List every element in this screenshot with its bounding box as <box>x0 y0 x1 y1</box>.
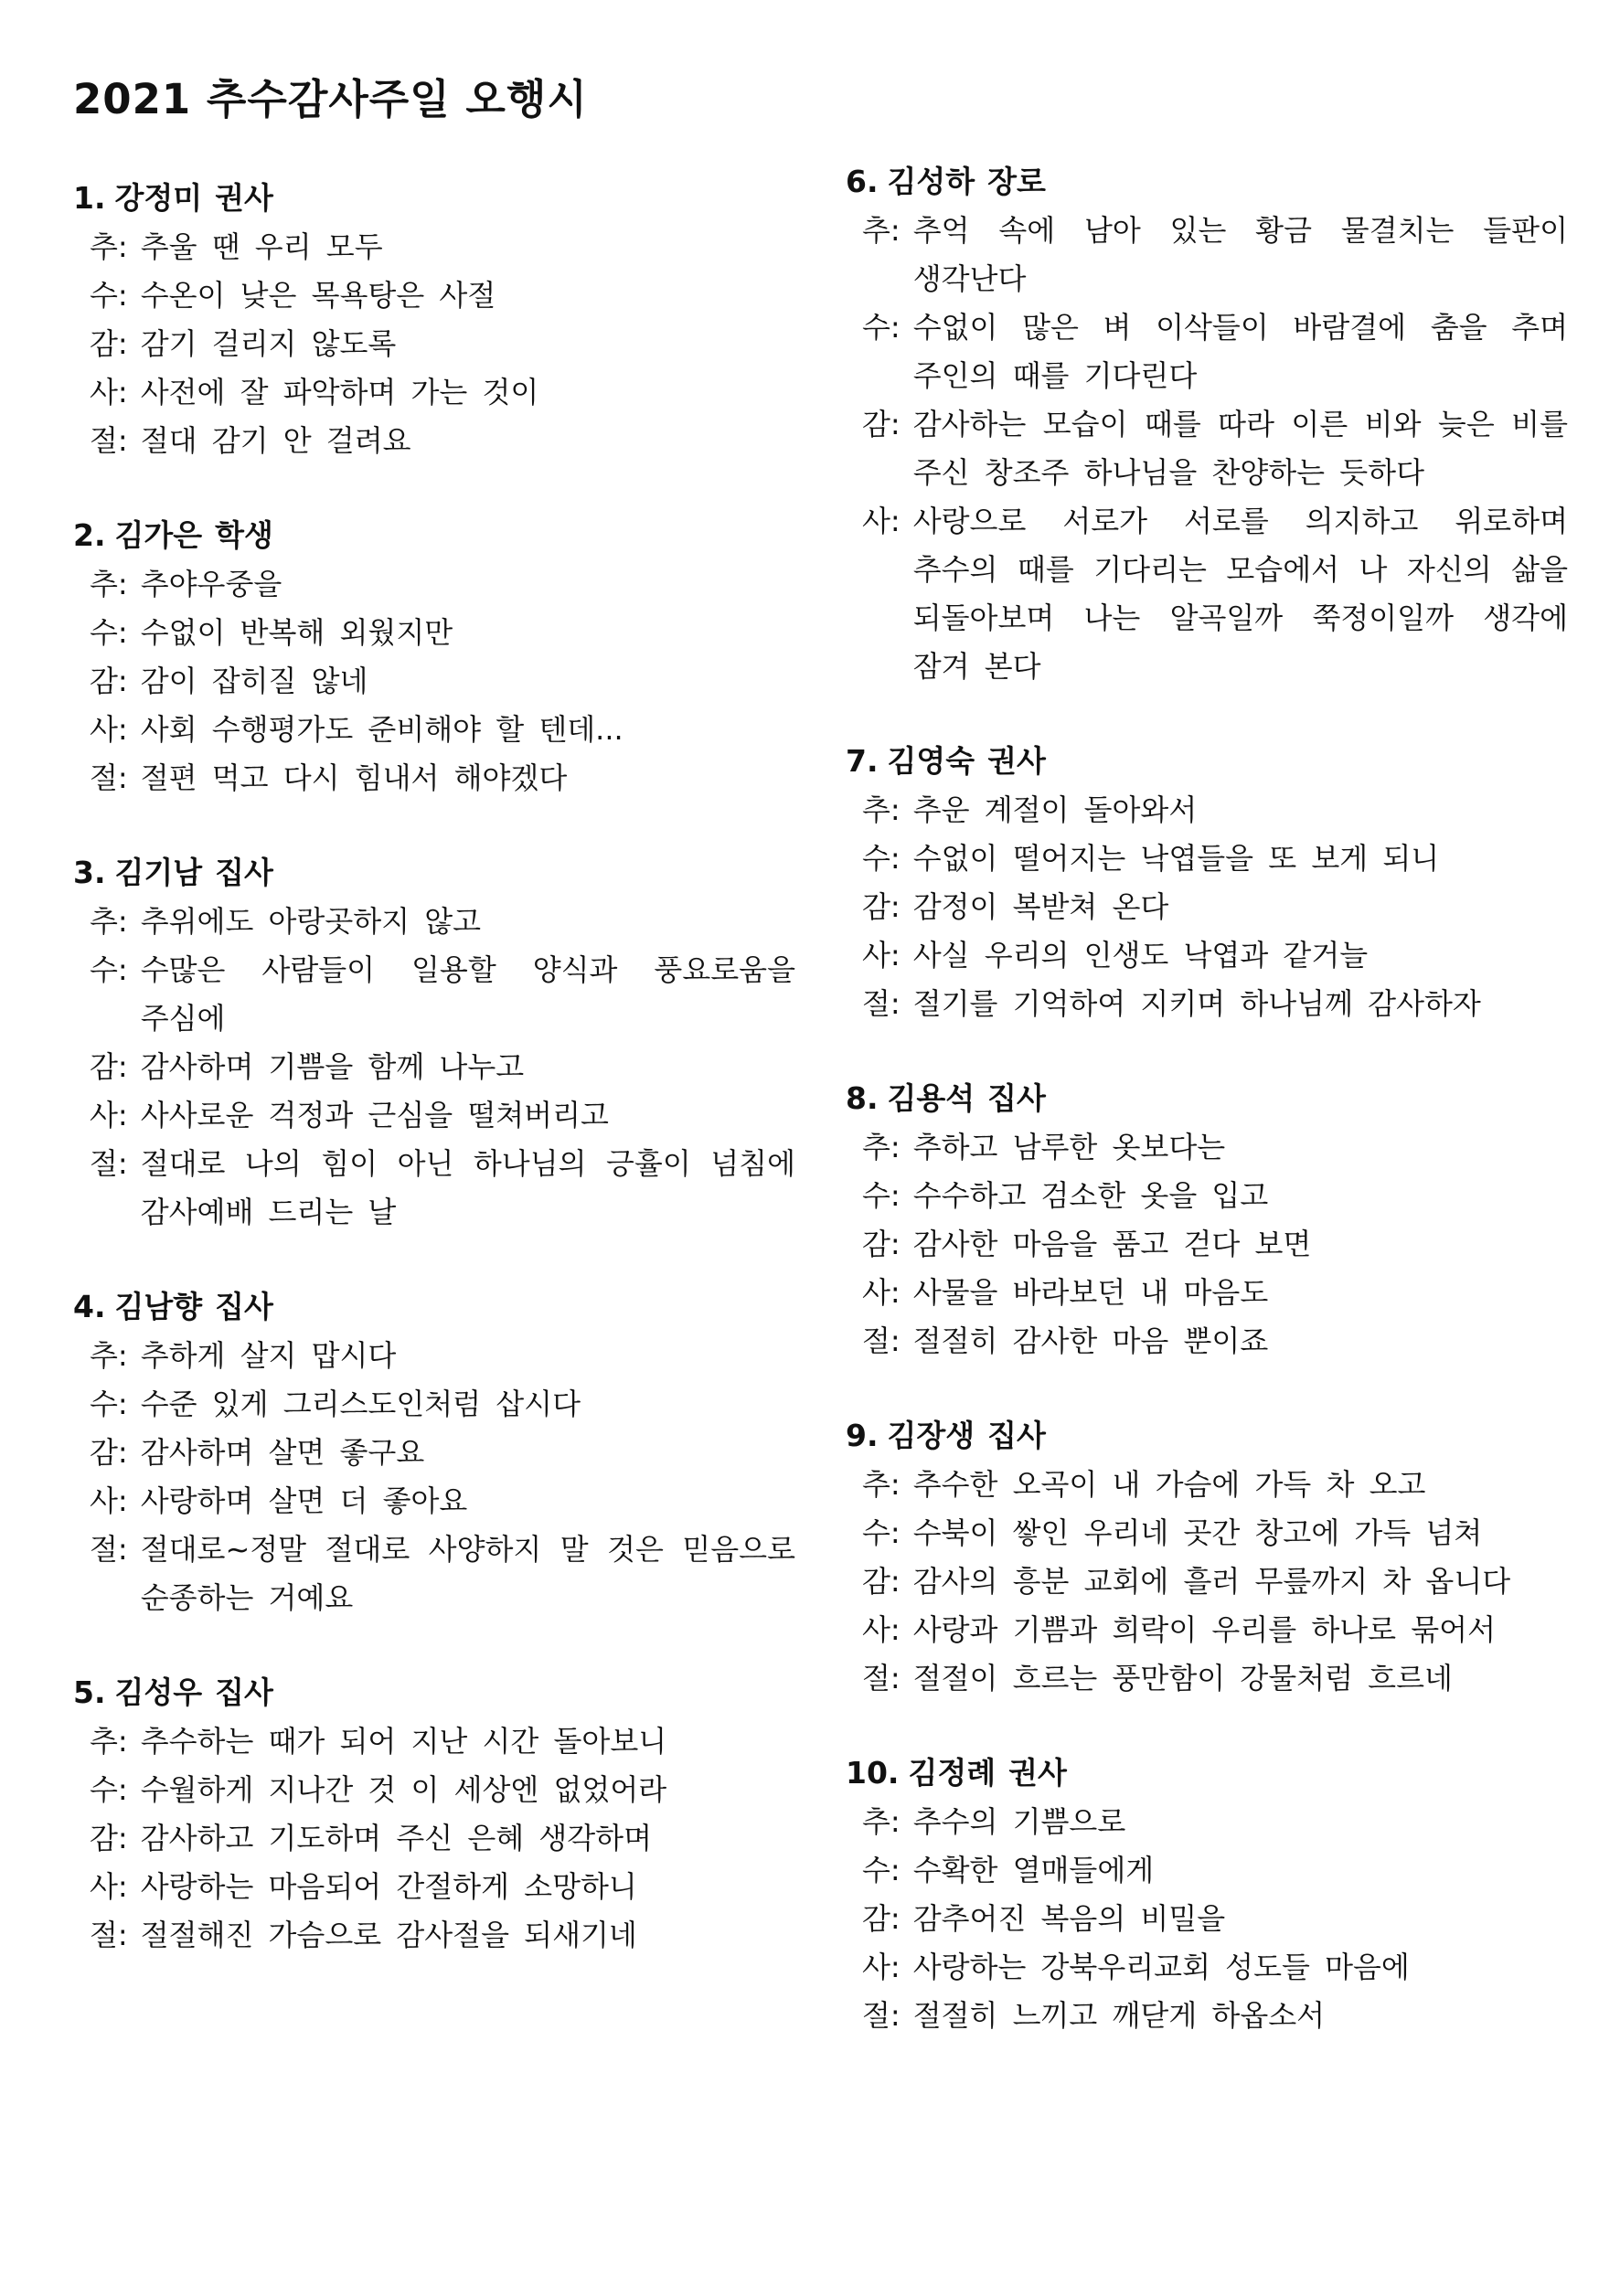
colon-separator: : <box>890 1130 901 1164</box>
author-role: 권사 <box>987 743 1046 779</box>
colon-separator: : <box>117 615 128 650</box>
line-text: 수온이 낮은 목욕탕은 사절 <box>140 278 496 313</box>
colon-separator: : <box>117 1338 128 1373</box>
line-text: 수많은 사람들이 일용할 양식과 풍요로움을 주심에 <box>140 952 795 1036</box>
colon-separator: : <box>117 1869 128 1904</box>
left-column <box>73 175 795 2007</box>
colon-separator: : <box>117 1483 128 1518</box>
acrostic-syllable: 수 <box>862 841 890 876</box>
poem-block <box>73 1284 795 1622</box>
author-role: 권사 <box>1008 1755 1067 1791</box>
line-text: 절편 먹고 다시 힘내서 해야겠다 <box>140 760 568 795</box>
acrostic-syllable: 사 <box>90 1483 118 1518</box>
acrostic-syllable: 절 <box>862 986 890 1021</box>
line-text: 수수하고 검소한 옷을 입고 <box>912 1178 1269 1213</box>
colon-separator: : <box>890 1323 901 1358</box>
poem-line <box>846 980 1568 1028</box>
poem-line <box>846 1557 1568 1606</box>
poem-block <box>846 1413 1568 1703</box>
colon-separator: : <box>890 938 901 973</box>
colon-separator: : <box>117 423 128 458</box>
colon-separator: : <box>117 664 128 698</box>
line-text: 감사하며 기쁨을 함께 나누고 <box>140 1049 525 1084</box>
poem-author-heading <box>73 1670 795 1716</box>
colon-separator: : <box>117 1724 128 1759</box>
acrostic-syllable: 감 <box>862 407 890 441</box>
poem-line <box>73 1043 795 1091</box>
line-text: 절대로 나의 힘이 아닌 하나님의 긍휼이 넘침에 감사예배 드리는 날 <box>140 1146 795 1229</box>
poem-block <box>73 513 795 803</box>
colon-separator: : <box>890 1564 901 1599</box>
poem-line <box>73 1766 795 1814</box>
line-text: 사사로운 걱정과 근심을 떨쳐버리고 <box>140 1098 609 1132</box>
line-text: 감사한 마음을 품고 걷다 보면 <box>912 1227 1312 1261</box>
acrostic-syllable: 수 <box>862 1515 890 1550</box>
line-text: 추하게 살지 맙시다 <box>140 1338 397 1373</box>
line-text: 사랑과 기쁨과 희락이 우리를 하나로 묶어서 <box>912 1612 1496 1647</box>
acrostic-syllable: 절 <box>862 1661 890 1695</box>
line-text: 감기 걸리지 않도록 <box>140 326 397 361</box>
poem-line <box>73 706 795 754</box>
poem-author-heading <box>846 1750 1568 1796</box>
acrostic-syllable: 수 <box>862 1853 890 1887</box>
poem-author-heading <box>846 739 1568 784</box>
line-text: 수월하게 지나간 것 이 세상엔 없었어라 <box>140 1772 667 1807</box>
line-text: 절절해진 가슴으로 감사절을 되새기네 <box>140 1918 637 1952</box>
poem-line <box>846 1846 1568 1895</box>
colon-separator: : <box>890 1901 901 1936</box>
acrostic-syllable: 감 <box>862 1901 890 1936</box>
line-text: 감사하며 살면 좋구요 <box>140 1435 425 1470</box>
poem-line <box>846 834 1568 883</box>
line-text: 수북이 쌓인 우리네 곳간 창고에 가득 넘쳐 <box>912 1515 1483 1550</box>
acrostic-syllable: 추 <box>90 1724 118 1759</box>
acrostic-syllable: 수 <box>862 1178 890 1213</box>
acrostic-syllable: 수 <box>862 310 890 345</box>
author-role: 집사 <box>987 1080 1046 1116</box>
colon-separator: : <box>117 1435 128 1470</box>
colon-separator: : <box>890 1515 901 1550</box>
line-text: 감사하는 모습이 때를 따라 이른 비와 늦은 비를 주신 창조주 하나님을 찬양하는 듯하다 <box>912 407 1568 490</box>
poem-line <box>846 207 1568 303</box>
acrostic-syllable: 절 <box>90 1918 118 1952</box>
line-text: 절대 감기 안 걸려요 <box>140 423 411 458</box>
poem-line <box>846 1220 1568 1269</box>
poem-number: 9. <box>846 1418 879 1453</box>
poem-block <box>846 1750 1568 2040</box>
acrostic-syllable: 감 <box>90 326 118 361</box>
colon-separator: : <box>117 712 128 747</box>
colon-separator: : <box>890 1661 901 1695</box>
colon-separator: : <box>117 760 128 795</box>
author-name: 김영숙 <box>887 743 975 779</box>
colon-separator: : <box>117 1049 128 1084</box>
line-text: 추하고 남루한 옷보다는 <box>912 1130 1226 1164</box>
author-name: 김성우 <box>114 1674 203 1710</box>
acrostic-syllable: 추 <box>90 1338 118 1373</box>
acrostic-syllable: 추 <box>862 1130 890 1164</box>
colon-separator: : <box>890 1998 901 2033</box>
poem-number: 5. <box>73 1674 106 1710</box>
poem-line <box>73 1332 795 1380</box>
poem-number: 2. <box>73 517 106 553</box>
line-text: 사회 수행평가도 준비해야 할 텐데... <box>140 712 623 747</box>
line-text: 사랑하는 강북우리교회 성도들 마음에 <box>912 1950 1410 1984</box>
poem-line <box>846 786 1568 834</box>
author-name: 김용석 <box>887 1080 975 1116</box>
poem-line <box>73 1814 795 1863</box>
colon-separator: : <box>890 1467 901 1502</box>
poem-line <box>73 1140 795 1237</box>
poem-line <box>846 400 1568 497</box>
colon-separator: : <box>890 1275 901 1310</box>
poem-line <box>73 271 795 320</box>
line-text: 감이 잡히질 않네 <box>140 664 368 698</box>
line-text: 절기를 기억하여 지키며 하나님께 감사하자 <box>912 986 1481 1021</box>
poem-line <box>846 1654 1568 1703</box>
acrostic-syllable: 절 <box>862 1323 890 1358</box>
colon-separator: : <box>890 310 901 345</box>
poem-line <box>73 1477 795 1525</box>
acrostic-syllable: 감 <box>90 664 118 698</box>
author-name: 김가은 <box>114 517 203 553</box>
poem-author-heading <box>846 1076 1568 1121</box>
line-text: 절절히 감사한 마음 뿐이죠 <box>912 1323 1269 1358</box>
poem-block <box>73 175 795 465</box>
acrostic-syllable: 감 <box>90 1435 118 1470</box>
acrostic-syllable: 추 <box>862 1804 890 1839</box>
line-text: 수없이 떨어지는 낙엽들을 또 보게 되니 <box>912 841 1440 876</box>
colon-separator: : <box>117 1098 128 1132</box>
author-role: 집사 <box>987 1418 1046 1453</box>
line-text: 추수한 오곡이 내 가슴에 가득 차 오고 <box>912 1467 1426 1502</box>
poem-line <box>846 1992 1568 2040</box>
author-name: 김정례 <box>908 1755 997 1791</box>
acrostic-syllable: 절 <box>90 1532 118 1567</box>
line-text: 사물을 바라보던 내 마음도 <box>912 1275 1269 1310</box>
colon-separator: : <box>117 1918 128 1952</box>
line-text: 추억 속에 남아 있는 황금 물결치는 들판이 생각난다 <box>912 213 1568 296</box>
line-text: 사실 우리의 인생도 낙엽과 같거늘 <box>912 938 1369 973</box>
line-text: 추울 땐 우리 모두 <box>140 229 383 264</box>
poem-line <box>846 1606 1568 1654</box>
poem-line <box>73 1429 795 1477</box>
poem-line <box>73 1380 795 1429</box>
poem-line <box>73 417 795 465</box>
poem-line <box>73 609 795 657</box>
acrostic-syllable: 절 <box>90 1146 118 1181</box>
poem-line <box>73 946 795 1043</box>
poem-block <box>846 739 1568 1028</box>
poem-number: 1. <box>73 180 106 216</box>
poem-line <box>73 320 795 368</box>
poem-line <box>73 754 795 803</box>
author-name: 김기남 <box>114 855 203 890</box>
acrostic-syllable: 사 <box>90 1869 118 1904</box>
author-name: 김성하 <box>887 164 975 199</box>
poem-line <box>846 1317 1568 1366</box>
acrostic-syllable: 수 <box>90 952 118 987</box>
colon-separator: : <box>117 1821 128 1855</box>
poem-line <box>73 223 795 271</box>
poem-number: 7. <box>846 743 879 779</box>
author-role: 학생 <box>215 517 273 553</box>
acrostic-syllable: 추 <box>90 567 118 601</box>
acrostic-syllable: 추 <box>862 1467 890 1502</box>
poem-line <box>846 497 1568 691</box>
line-text: 절대로~정말 절대로 사양하지 말 것은 믿음으로 순종하는 거예요 <box>140 1532 795 1615</box>
acrostic-syllable: 감 <box>862 1564 890 1599</box>
poem-line <box>846 883 1568 931</box>
acrostic-syllable: 감 <box>90 1821 118 1855</box>
line-text: 감정이 복받쳐 온다 <box>912 889 1169 924</box>
colon-separator: : <box>890 986 901 1021</box>
acrostic-syllable: 사 <box>90 1098 118 1132</box>
colon-separator: : <box>117 952 128 987</box>
poem-line <box>846 1509 1568 1557</box>
colon-separator: : <box>117 229 128 264</box>
poem-line <box>73 1525 795 1622</box>
colon-separator: : <box>890 792 901 827</box>
line-text: 감사의 흥분 교회에 흘러 무릎까지 차 옵니다 <box>912 1564 1511 1599</box>
line-text: 감사하고 기도하며 주신 은혜 생각하며 <box>140 1821 652 1855</box>
poem-line <box>73 657 795 706</box>
poem-number: 8. <box>846 1080 879 1116</box>
acrostic-syllable: 절 <box>90 760 118 795</box>
colon-separator: : <box>890 1804 901 1839</box>
poem-author-heading <box>846 159 1568 205</box>
author-name: 김장생 <box>887 1418 975 1453</box>
colon-separator: : <box>890 1853 901 1887</box>
line-text: 수없이 반복해 외웠지만 <box>140 615 453 650</box>
poem-line <box>846 1123 1568 1172</box>
poem-number: 3. <box>73 855 106 890</box>
poem-block <box>73 1670 795 1960</box>
acrostic-syllable: 사 <box>90 375 118 409</box>
poem-block <box>846 159 1568 691</box>
acrostic-syllable: 추 <box>90 904 118 939</box>
poem-line <box>846 1943 1568 1992</box>
acrostic-syllable: 절 <box>90 423 118 458</box>
poem-author-heading <box>846 1413 1568 1459</box>
colon-separator: : <box>117 1387 128 1421</box>
poem-line <box>846 1172 1568 1220</box>
line-text: 수준 있게 그리스도인처럼 삽시다 <box>140 1387 581 1421</box>
acrostic-syllable: 추 <box>862 213 890 248</box>
colon-separator: : <box>117 1772 128 1807</box>
line-text: 수확한 열매들에게 <box>912 1853 1155 1887</box>
line-text: 감추어진 복음의 비밀을 <box>912 1901 1226 1936</box>
poem-line <box>846 1461 1568 1509</box>
acrostic-syllable: 사 <box>90 712 118 747</box>
poem-line <box>846 1895 1568 1943</box>
colon-separator: : <box>890 1612 901 1647</box>
colon-separator: : <box>890 1178 901 1213</box>
poem-author-heading <box>73 513 795 558</box>
poem-number: 6. <box>846 164 879 199</box>
colon-separator: : <box>117 904 128 939</box>
poem-line <box>73 898 795 946</box>
colon-separator: : <box>117 326 128 361</box>
acrostic-syllable: 수 <box>90 615 118 650</box>
poem-block <box>846 1076 1568 1366</box>
colon-separator: : <box>890 213 901 248</box>
author-name: 강정미 <box>114 180 203 216</box>
poem-author-heading <box>73 175 795 221</box>
line-text: 추운 계절이 돌아와서 <box>912 792 1198 827</box>
acrostic-syllable: 사 <box>862 1275 890 1310</box>
line-text: 사전에 잘 파악하며 가는 것이 <box>140 375 539 409</box>
poem-line <box>73 1863 795 1911</box>
colon-separator: : <box>890 407 901 441</box>
acrostic-syllable: 수 <box>90 1387 118 1421</box>
author-name: 김남향 <box>114 1289 203 1324</box>
line-text: 추위에도 아랑곳하지 않고 <box>140 904 482 939</box>
colon-separator: : <box>890 1950 901 1984</box>
poem-author-heading <box>73 850 795 896</box>
author-role: 집사 <box>215 855 273 890</box>
line-text: 사랑하는 마음되어 간절하게 소망하니 <box>140 1869 637 1904</box>
poem-author-heading <box>73 1284 795 1330</box>
poem-line <box>73 1091 795 1140</box>
author-role: 집사 <box>215 1674 273 1710</box>
acrostic-syllable: 감 <box>90 1049 118 1084</box>
colon-separator: : <box>117 278 128 313</box>
poem-line <box>846 1269 1568 1317</box>
line-text: 추야우중을 <box>140 567 282 601</box>
line-text: 절절이 흐르는 풍만함이 강물처럼 흐르네 <box>912 1661 1453 1695</box>
acrostic-syllable: 감 <box>862 1227 890 1261</box>
acrostic-syllable: 사 <box>862 504 890 538</box>
colon-separator: : <box>117 567 128 601</box>
line-text: 절절히 느끼고 깨닫게 하옵소서 <box>912 1998 1326 2033</box>
poem-line <box>846 1798 1568 1846</box>
acrostic-syllable: 추 <box>90 229 118 264</box>
acrostic-syllable: 사 <box>862 938 890 973</box>
poem-line <box>846 303 1568 400</box>
line-text: 수없이 많은 벼 이삭들이 바람결에 춤을 추며 주인의 때를 기다린다 <box>912 310 1568 393</box>
poem-line <box>846 931 1568 980</box>
colon-separator: : <box>890 1227 901 1261</box>
colon-separator: : <box>890 889 901 924</box>
acrostic-syllable: 사 <box>862 1950 890 1984</box>
right-column <box>846 159 1568 2088</box>
acrostic-syllable: 절 <box>862 1998 890 2033</box>
author-role: 권사 <box>215 180 273 216</box>
poem-line <box>73 560 795 609</box>
acrostic-syllable: 사 <box>862 1612 890 1647</box>
colon-separator: : <box>117 375 128 409</box>
acrostic-syllable: 수 <box>90 278 118 313</box>
document-title: 2021 추수감사주일 오행시 <box>73 75 588 123</box>
colon-separator: : <box>117 1146 128 1181</box>
author-role: 집사 <box>215 1289 273 1324</box>
colon-separator: : <box>890 841 901 876</box>
line-text: 사랑하며 살면 더 좋아요 <box>140 1483 468 1518</box>
acrostic-syllable: 수 <box>90 1772 118 1807</box>
acrostic-syllable: 추 <box>862 792 890 827</box>
colon-separator: : <box>890 504 901 538</box>
author-role: 장로 <box>987 164 1046 199</box>
poem-line <box>73 1911 795 1960</box>
poem-number: 4. <box>73 1289 106 1324</box>
colon-separator: : <box>117 1532 128 1567</box>
poem-line <box>73 368 795 417</box>
poem-block <box>73 850 795 1237</box>
line-text: 사랑으로 서로가 서로를 의지하고 위로하며 추수의 때를 기다리는 모습에서 나 자신의 삶을 되돌아보며 나는 알곡일까 쭉정이일까 생각에 잠겨 본다 <box>912 504 1568 684</box>
line-text: 추수의 기쁨으로 <box>912 1804 1126 1839</box>
poem-number: 10. <box>846 1755 900 1791</box>
acrostic-syllable: 감 <box>862 889 890 924</box>
line-text: 추수하는 때가 되어 지난 시간 돌아보니 <box>140 1724 667 1759</box>
poem-line <box>73 1717 795 1766</box>
